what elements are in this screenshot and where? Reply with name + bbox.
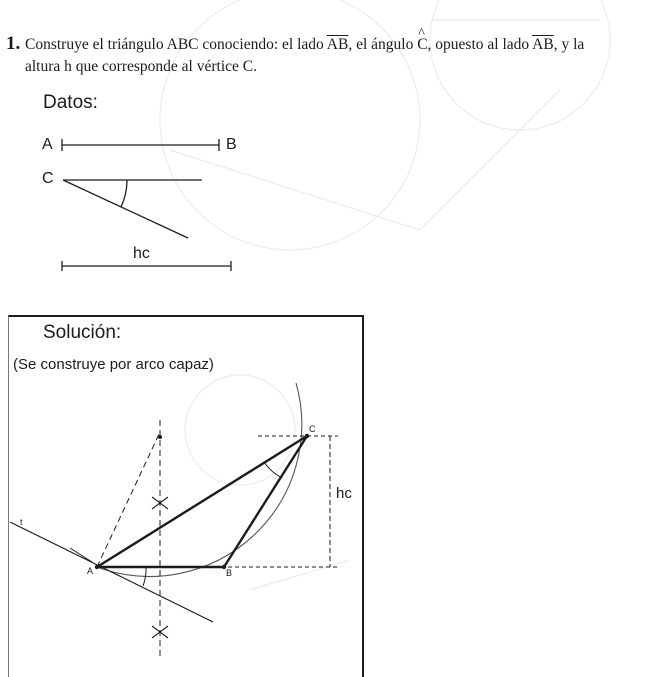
angle-c-notation: ^ C [417, 34, 427, 56]
side-ab-notation: $\overline{AB}$ [326, 36, 349, 53]
center-dot [158, 435, 162, 439]
datos-label-c: C [42, 170, 54, 187]
solucion-label-t: t [20, 517, 23, 527]
angle-arc-c [264, 462, 282, 478]
solucion-label-c: C [309, 424, 316, 434]
solucion-label-a: A [87, 566, 94, 576]
problem-text-part-1: Construye el triángulo ABC conociendo: el lado [25, 36, 327, 53]
datos-label-b: B [226, 136, 237, 153]
side-ab-notation-2: $\overline{AB}$ [532, 36, 554, 53]
problem-line-2: altura h que corresponde al vértice C. [25, 58, 257, 75]
solucion-note: (Se construye por arco capaz) [13, 356, 214, 373]
solucion-label-hc: hc [336, 485, 352, 502]
datos-title: Datos: [43, 92, 98, 113]
tick-at-a [70, 548, 92, 562]
solucion-label-b: B [226, 568, 233, 578]
vertex-a-dot [95, 565, 99, 569]
problem-text-part-3: , opuesto al lado [427, 36, 533, 53]
solucion-title: Solución: [43, 322, 122, 343]
vertex-c-dot [305, 434, 309, 438]
datos-label-a: A [42, 136, 53, 153]
problem-text-part-2: , el ángulo [348, 36, 418, 53]
exercise-number: 1. [6, 33, 21, 54]
triangle-abc [97, 436, 307, 567]
problem-text-part-4: , y la [553, 36, 585, 53]
datos-label-hc: hc [133, 245, 150, 262]
